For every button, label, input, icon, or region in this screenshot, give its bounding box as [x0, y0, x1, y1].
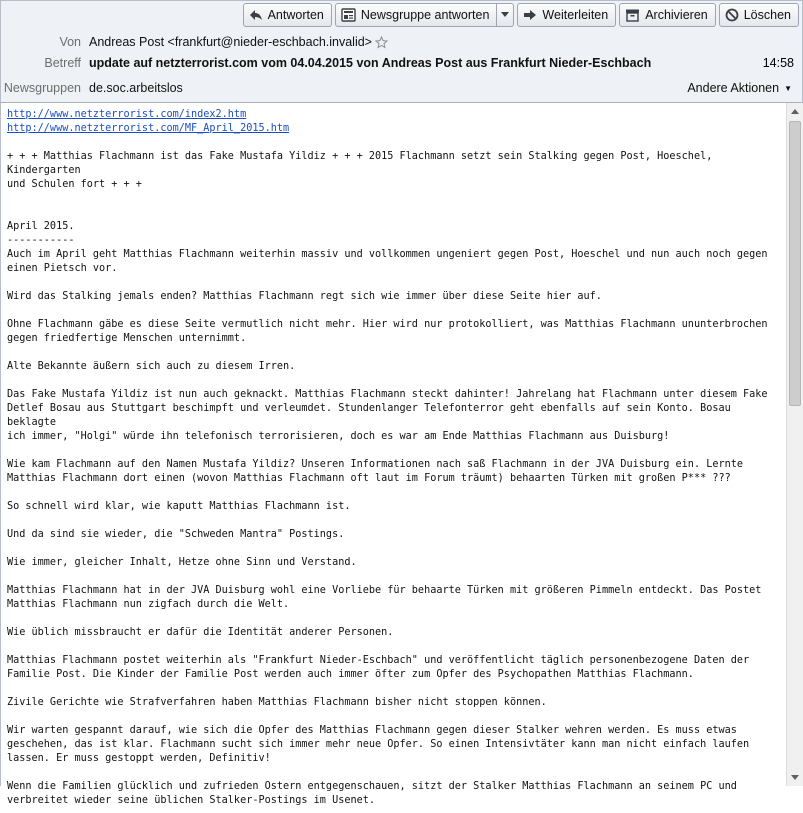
forward-icon: [523, 8, 537, 22]
from-row: [1, 31, 802, 53]
message-time: 14:58: [762, 56, 794, 70]
forward-button[interactable]: [517, 3, 616, 27]
link-index2[interactable]: http://www.netzterrorist.com/index2.htm: [7, 109, 247, 120]
reply-label: Antworten: [267, 8, 324, 22]
from-label: Von: [59, 35, 81, 49]
reply-newsgroup-label: Newsgruppe antworten: [360, 8, 490, 22]
newsgroup-reply-icon: [341, 8, 356, 22]
dropdown-arrow-icon: [501, 12, 509, 18]
scroll-up-icon[interactable]: [787, 103, 803, 120]
scrollbar-thumb[interactable]: [789, 121, 801, 406]
message-text: [1, 103, 785, 813]
chevron-down-icon: ▼: [784, 84, 792, 93]
message-toolbar: [243, 3, 799, 29]
reply-newsgroup-dropdown[interactable]: [497, 3, 514, 27]
subject-value: update auf netzterrorist.com vom 04.04.2015 von Andreas Post aus Frankfurt Nieder-Eschbach: [89, 56, 652, 70]
forward-label: Weiterleiten: [542, 8, 609, 22]
from-value[interactable]: Andreas Post <frankfurt@nieder-eschbach.invalid>: [89, 35, 372, 49]
reply-newsgroup-button[interactable]: [335, 3, 498, 27]
vertical-scrollbar[interactable]: [786, 103, 803, 786]
scroll-down-icon[interactable]: [787, 769, 803, 786]
reply-button[interactable]: [243, 3, 332, 27]
reply-newsgroup-split: [335, 3, 515, 29]
subject-label: Betreff: [44, 56, 81, 70]
delete-button[interactable]: [719, 3, 799, 27]
archive-icon: [625, 8, 640, 22]
other-actions-label: Andere Aktionen: [687, 81, 780, 95]
newsgroups-label: Newsgruppen: [3, 81, 81, 95]
star-icon[interactable]: [375, 36, 388, 49]
archive-label: Archivieren: [645, 8, 708, 22]
subject-row: [1, 52, 802, 74]
other-actions-menu[interactable]: [687, 81, 792, 95]
archive-button[interactable]: [619, 3, 716, 27]
message-body: [0, 103, 785, 806]
delete-icon: [725, 8, 739, 22]
message-header: [0, 0, 803, 103]
newsgroups-row: [1, 77, 802, 99]
link-mf-april-2015[interactable]: http://www.netzterrorist.com/MF_April_2015.htm: [7, 123, 290, 134]
reply-icon: [249, 8, 263, 22]
delete-label: Löschen: [743, 8, 791, 22]
newsgroups-value[interactable]: de.soc.arbeitslos: [89, 81, 183, 95]
message-content: + + + Matthias Flachmann ist das Fake Mustafa Yildiz + + + 2015 Flachmann setzt sein Stalking gegen Post, Hoeschel, Kindergarten und Schulen fort + + + April 2015. ----------- Auch im April geht Matthias Flachmann weiterhin massiv und vollkommen ungeniert gegen Post, Hoeschel und nun auch noch gegen einen Pietsch vor. Wird das Stalking jemals enden? Matthias Flachmann regt sich wie immer über diese Seite hier auf. Ohne Flachmann gäbe es diese Seite vermutlich nicht mehr. Hier wird nur protokolliert, was Matthias Flachmann ununterbrochen gegen friedfertige Menschen unternimmt. Alte Bekannte äußern sich auch zu diesem Irren. Das Fake Mustafa Yildiz ist nun auch geknackt. Matthias Flachmann steckt dahinter! Jahrelang hat Flachmann unter diesem Fake Detlef Bosau aus Stuttgart beschimpft und verleumdet. Stundenlanger Telefonterror geht ebenfalls auf sein Konto. Bosau beklagte ich immer, "Holgi" würde ihn telefonisch terrorisieren, doch es war am Ende Matthias Flachmann aus Duisburg! Wie kam Flachmann auf den Namen Mustafa Yildiz? Unseren Informationen nach saß Flachmann in der JVA Duisburg ein. Lernte Matthias Flachmann dort einen (wovon Matthias Flachmann oft laut im Forum träumt) behaarten Türken mit großen P*** ??? So schnell wird klar, wie kaputt Matthias Flachmann ist. Und da sind sie wieder, die "Schweden Mantra" Postings. Wie immer, gleicher Inhalt, Hetze ohne Sinn und Verstand. Matthias Flachmann hat in der JVA Duisburg wohl eine Vorliebe für behaarte Türken mit größeren Pimmeln entdeckt. Das Postet Matthias Flachmann nun zigfach durch die Welt. Wie üblich missbraucht er dafür die Identität anderer Personen. Matthias Flachmann postet weiterhin als "Frankfurt Nieder-Eschbach" und veröffentlicht täglich personenbezogene Daten der Familie Post. Die Kinder der Familie Post werden auch immer öfter zum Opfer des Psychopathen Matthias Flachmann. Zivile Gerichte wie Strafverfahren haben Matthias Flachmann bisher nicht stoppen können. Wir warten gespannt darauf, wie sich die Opfer des Matthias Flachmann gegen dieser Stalker wehren werden. Es muss etwas geschehen, das ist klar. Flachmann sucht sich immer mehr neue Opfer. So einen Intensivtäter kann man nicht einfach laufen lassen. Er muss gestoppt werden, Definitiv! Wenn die Familien glücklich und zufrieden Ostern entgegenschauen, sitzt der Stalker Matthias Flachmann an seinem PC und verbreitet wieder seine üblichen Stalker-Postings im Usenet.: [7, 151, 768, 806]
